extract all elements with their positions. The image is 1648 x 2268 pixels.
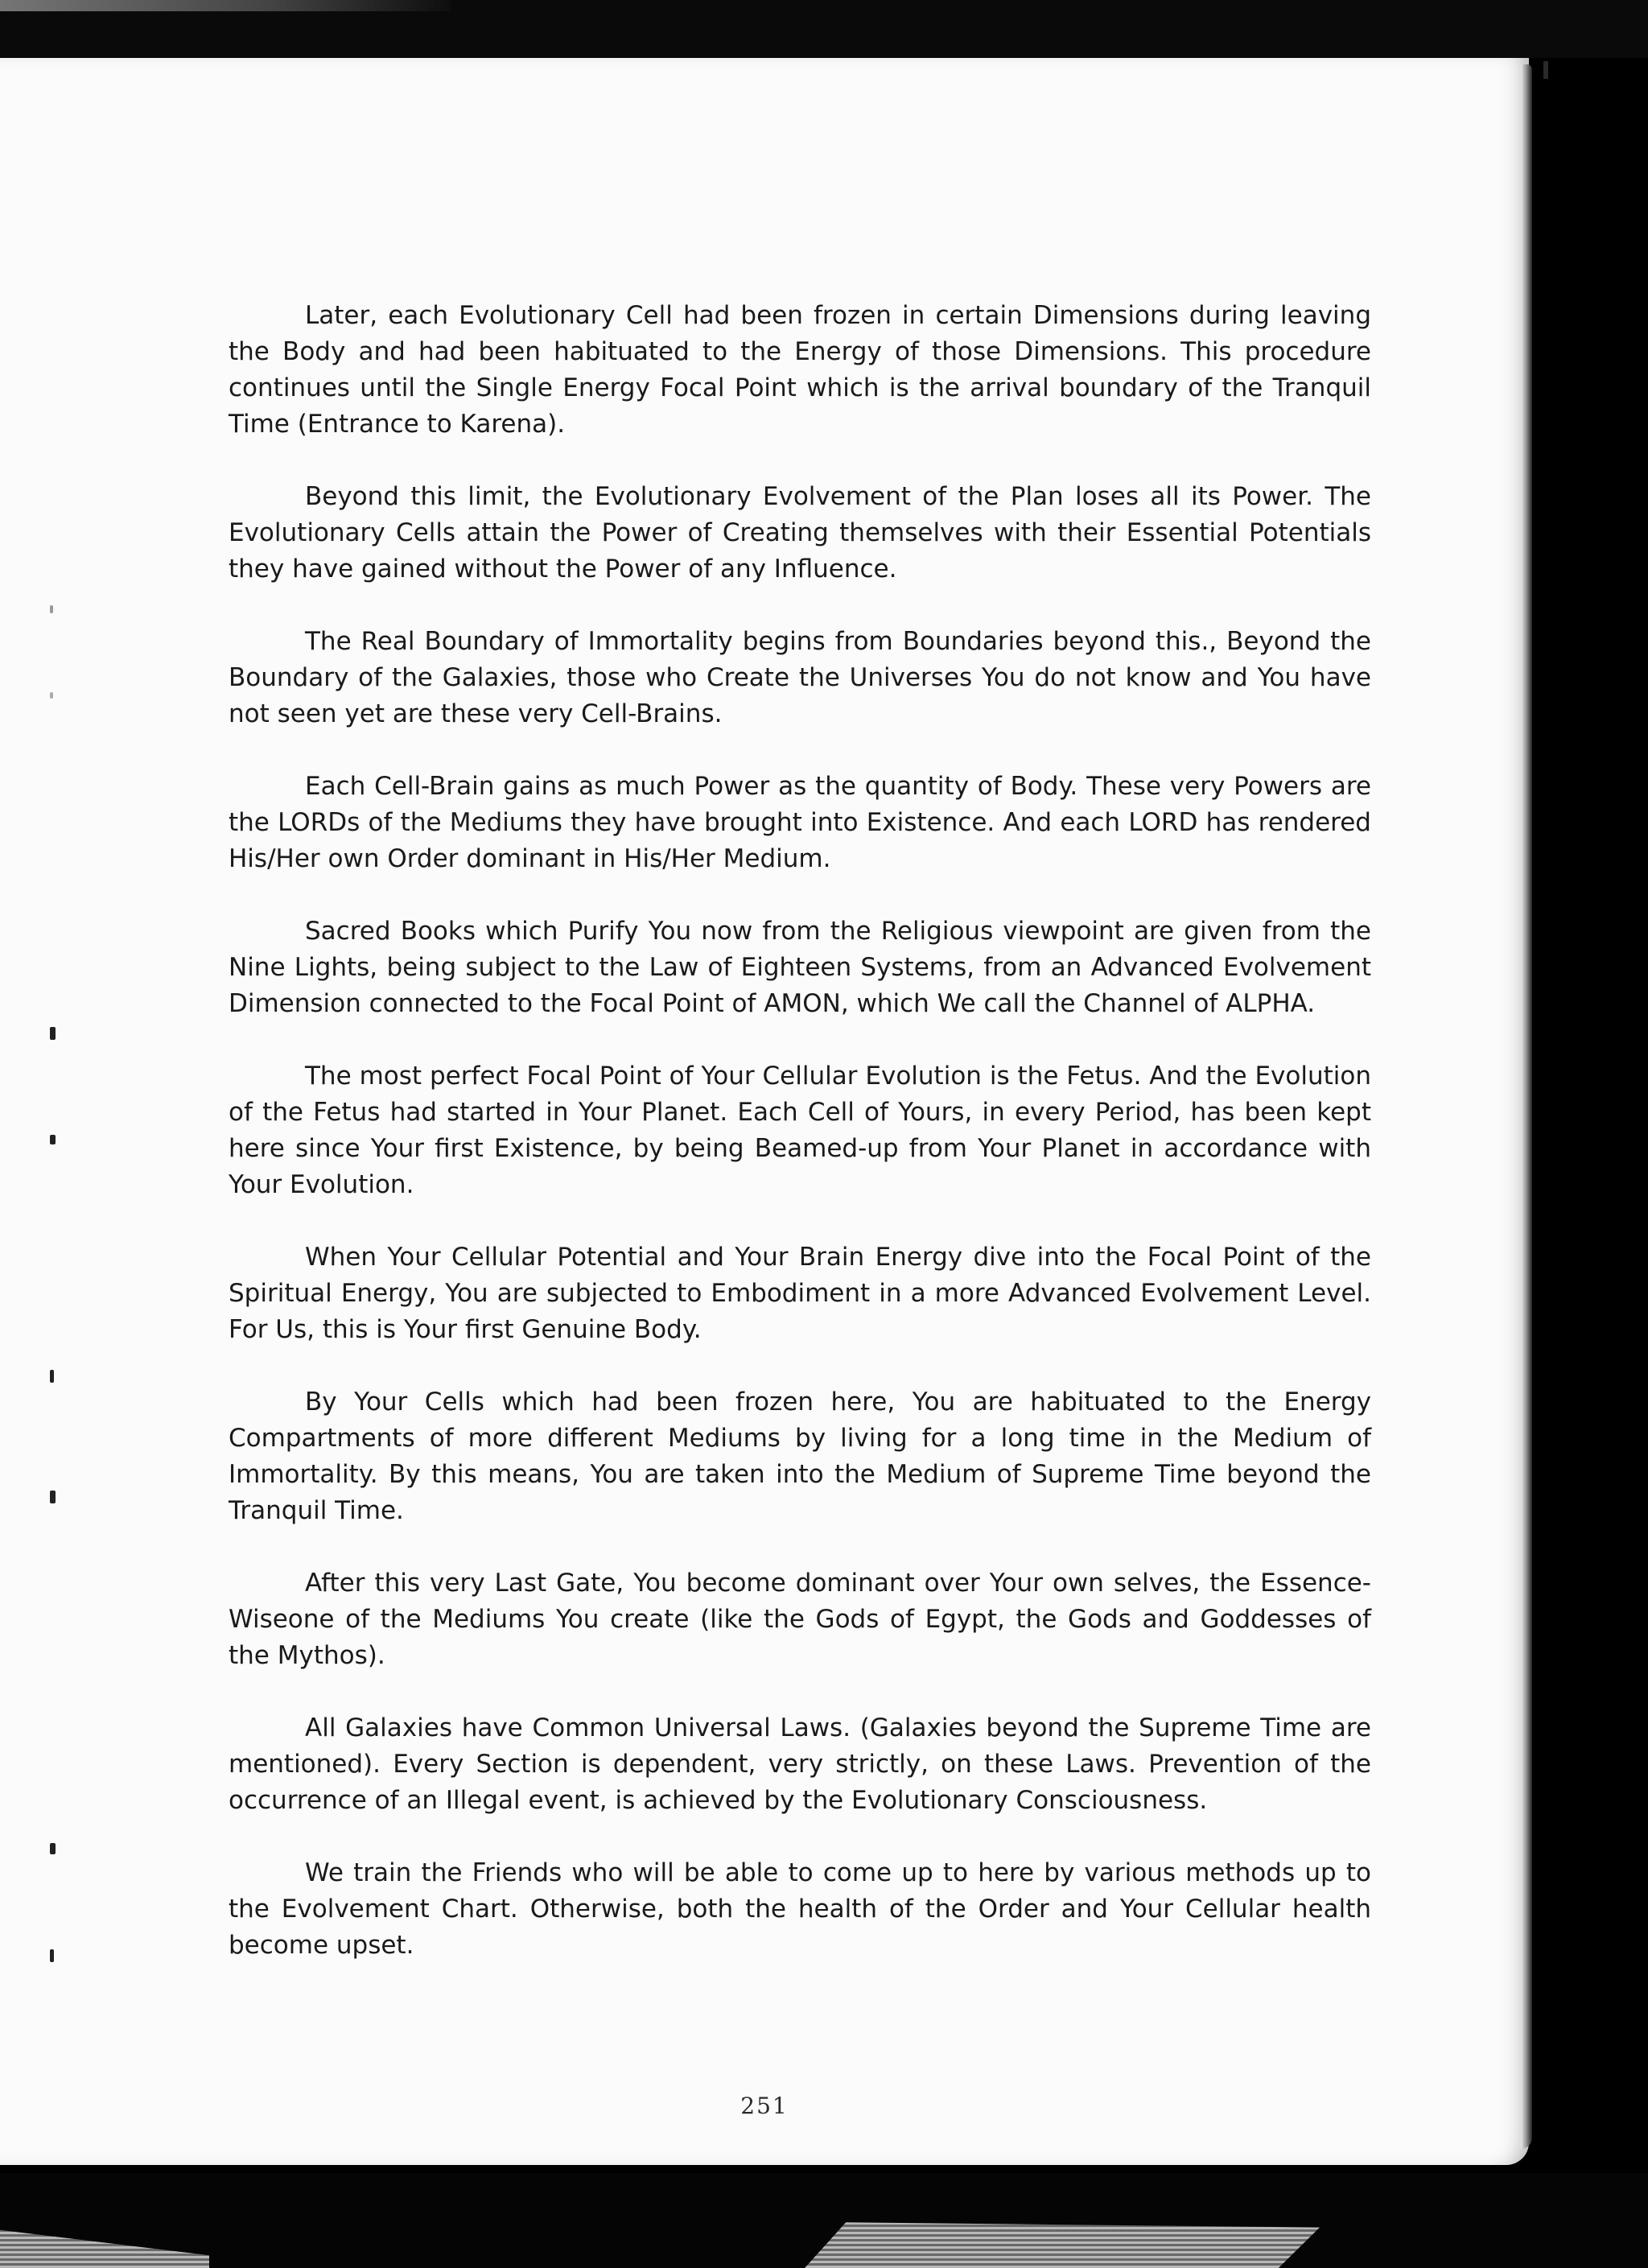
body-text — [229, 298, 1371, 1964]
margin-speck — [50, 1370, 54, 1383]
paragraph: The most perfect Focal Point of Your Cellular Evolution is the Fetus. And the Evolution of the Fetus had started in Your Planet. Each Cell of Yours, in every Period, has been kept here since Your first Existence, by being Beamed-up from Your Planet in accordance with Your Evolution. — [229, 1062, 1371, 1199]
paragraph: By Your Cells which had been frozen here, You are habituated to the Energy Compartments of more different Mediums by living for a long time in the Medium of Immortality. By this means, You are taken into the Medium of Supreme Time beyond the Tranquil Time. — [229, 1388, 1371, 1525]
page-number: 251 — [740, 2093, 789, 2119]
paragraph: Beyond this limit, the Evolutionary Evolvement of the Plan loses all its Power. The Evolutionary Cells attain the Power of Creating themselves with their Essential Potentials they have gained without the Power of any Influence. — [229, 482, 1371, 583]
page-edge-shadow — [1521, 64, 1532, 2149]
margin-speck — [50, 605, 53, 613]
paragraph: Later, each Evolutionary Cell had been frozen in certain Dimensions during leaving the Body and had been habituated to the Energy of those Dimensions. This procedure continues until the Single Energy Focal Point which is the arrival boundary of the Tranquil Time (Entrance to Karena). — [229, 301, 1371, 439]
paragraph: After this very Last Gate, You become dominant over Your own selves, the Essence-Wiseone of the Mediums You create (like the Gods of Egypt, the Gods and Goddesses of the Mythos). — [229, 1569, 1371, 1670]
page-edge-mark — [1543, 61, 1548, 79]
margin-speck — [50, 692, 53, 699]
margin-speck — [50, 1843, 56, 1854]
margin-speck — [50, 1027, 56, 1040]
book-page — [0, 58, 1529, 2165]
paragraph: All Galaxies have Common Universal Laws. (Galaxies beyond the Supreme Time are mentioned). Every Section is dependent, very strictly, on these Laws. Prevention of the occurrence of an Illegal event, is achieved by the Evolutionary Consciousness. — [229, 1713, 1371, 1815]
top-dark-border — [0, 0, 1648, 58]
margin-speck — [50, 1491, 56, 1503]
paragraph: The Real Boundary of Immortality begins from Boundaries beyond this., Beyond the Boundary of the Galaxies, those who Create the Universes You do not know and You have not seen yet are these very Cell-Brains. — [229, 627, 1371, 728]
paragraph: Each Cell-Brain gains as much Power as the quantity of Body. These very Powers are the LORDs of the Mediums they have brought into Existence. And each LORD has rendered His/Her own Order dominant in His/Her Medium. — [229, 772, 1371, 873]
paragraph: Sacred Books which Purify You now from the Religious viewpoint are given from the Nine Lights, being subject to the Law of Eighteen Systems, from an Advanced Evolvement Dimension connected to the Focal Point of AMON, which We call the Channel of ALPHA. — [229, 917, 1371, 1018]
margin-speck — [50, 1135, 56, 1144]
margin-speck — [50, 1949, 54, 1962]
paragraph: We train the Friends who will be able to come up to here by various methods up to the Evolvement Chart. Otherwise, both the health of the Order and Your Cellular health become upset. — [229, 1858, 1371, 1960]
paragraph: When Your Cellular Potential and Your Brain Energy dive into the Focal Point of the Spiritual Energy, You are subjected to Embodiment in a more Advanced Evolvement Level. For Us, this is Your first Genuine Body. — [229, 1243, 1371, 1344]
